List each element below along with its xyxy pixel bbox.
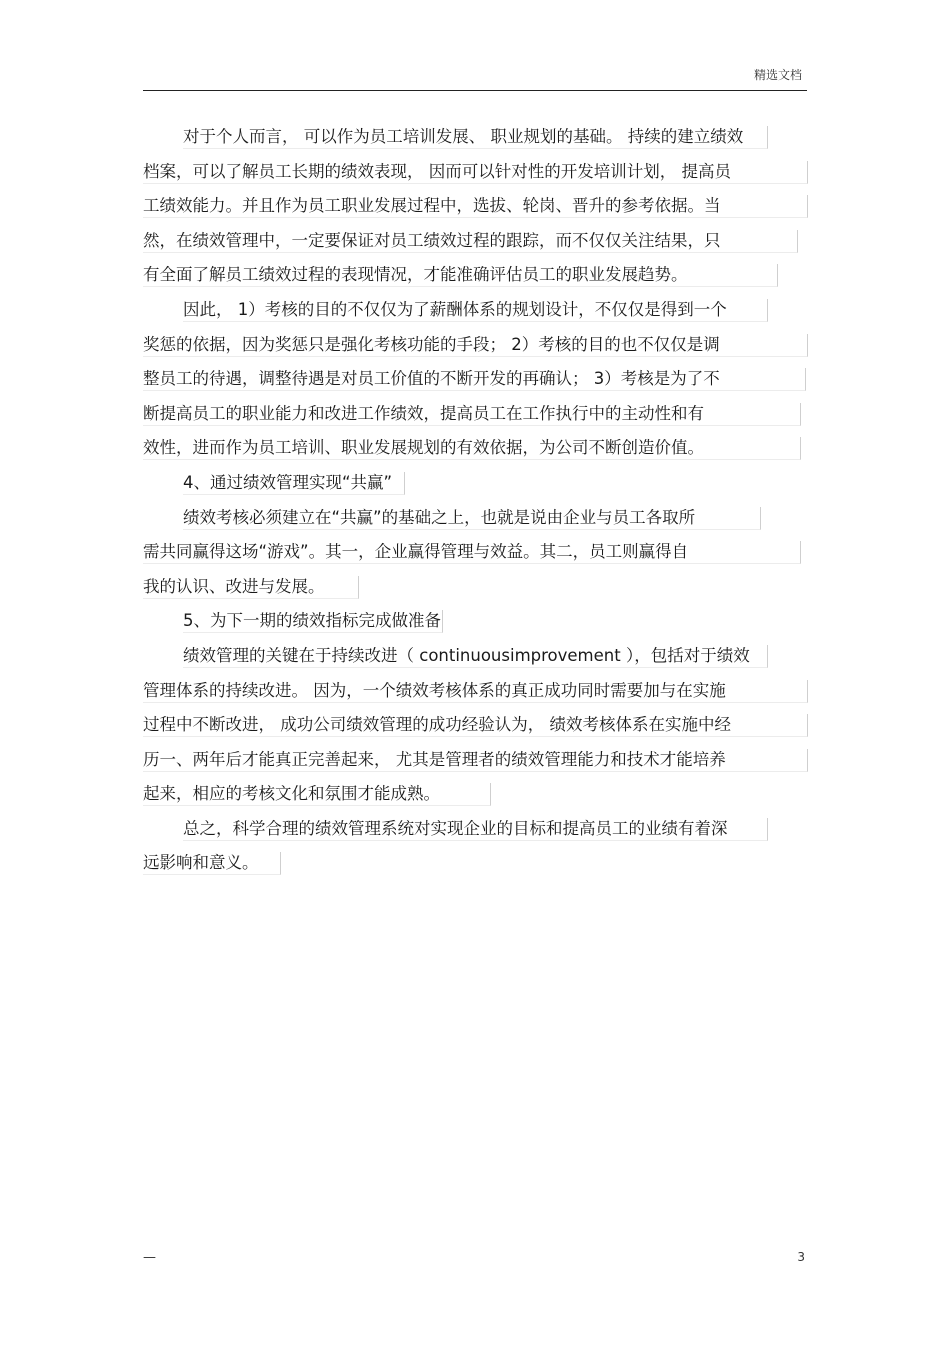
text-line — [143, 397, 807, 432]
text-line — [143, 293, 807, 328]
text-line — [143, 846, 807, 881]
text-line-content: 需共同赢得这场“游戏”。其一，企业赢得管理与效益。其二，员工则赢得自 — [143, 541, 801, 564]
text-line-content: 远影响和意义。 — [143, 852, 281, 875]
text-line-content: 5、为下一期的绩效指标完成做准备 — [183, 610, 443, 633]
document-body — [143, 120, 807, 881]
text-line — [143, 535, 807, 570]
text-line — [143, 570, 807, 605]
text-line — [143, 328, 807, 363]
text-line-content: 绩效管理的关键在于持续改进（ continuousimprovement ），包括对于绩效 — [183, 645, 768, 668]
text-line-content: 效性，进而作为员工培训、职业发展规划的有效依据，为公司不断创造价值。 — [143, 437, 801, 460]
text-line — [143, 258, 807, 293]
text-line-content: 管理体系的持续改进。 因为，一个绩效考核体系的真正成功同时需要加与在实施 — [143, 680, 808, 703]
text-line-content: 起来，相应的考核文化和氛围才能成熟。 — [143, 783, 491, 806]
footer-dash: — — [143, 1250, 156, 1265]
text-line-content: 断提高员工的职业能力和改进工作绩效，提高员工在工作执行中的主动性和有 — [143, 403, 801, 426]
text-line-content: 奖惩的依据，因为奖惩只是强化考核功能的手段； 2）考核的目的也不仅仅是调 — [143, 334, 808, 357]
text-line — [143, 431, 807, 466]
text-line-content: 绩效考核必须建立在“共赢”的基础之上，也就是说由企业与员工各取所 — [183, 507, 761, 530]
text-line — [143, 155, 807, 190]
text-line — [143, 501, 807, 536]
text-line-content: 我的认识、改进与发展。 — [143, 576, 359, 599]
text-line — [143, 743, 807, 778]
text-line — [143, 708, 807, 743]
text-line-content: 过程中不断改进， 成功公司绩效管理的成功经验认为， 绩效考核体系在实施中经 — [143, 714, 808, 737]
text-line — [143, 812, 807, 847]
text-line — [143, 120, 807, 155]
text-line-content: 档案，可以了解员工长期的绩效表现， 因而可以针对性的开发培训计划， 提高员 — [143, 161, 808, 184]
text-line-content: 然，在绩效管理中，一定要保证对员工绩效过程的跟踪，而不仅仅关注结果，只 — [143, 230, 798, 253]
text-line — [143, 604, 807, 639]
text-line-content: 总之，科学合理的绩效管理系统对实现企业的目标和提高员工的业绩有着深 — [183, 818, 768, 841]
text-line-content: 有全面了解员工绩效过程的表现情况，才能准确评估员工的职业发展趋势。 — [143, 264, 778, 287]
text-line-content: 整员工的待遇，调整待遇是对员工价值的不断开发的再确认； 3）考核是为了不 — [143, 368, 806, 391]
text-line — [143, 777, 807, 812]
text-line — [143, 189, 807, 224]
header-divider — [143, 90, 807, 91]
header-label: 精选文档 — [753, 68, 802, 82]
text-line-content: 对于个人而言， 可以作为员工培训发展、 职业规划的基础。 持续的建立绩效 — [183, 126, 768, 149]
text-line — [143, 674, 807, 709]
text-line — [143, 224, 807, 259]
text-line-content: 工绩效能力。并且作为员工职业发展过程中，选拔、轮岗、晋升的参考依据。当 — [143, 195, 808, 218]
page-number: 3 — [797, 1250, 805, 1264]
text-line-content: 历一、两年后才能真正完善起来， 尤其是管理者的绩效管理能力和技术才能培养 — [143, 749, 808, 772]
text-line-content: 因此， 1）考核的目的不仅仅为了薪酬体系的规划设计，不仅仅是得到一个 — [183, 299, 768, 322]
text-line-content: 4、通过绩效管理实现“共赢” — [183, 472, 405, 495]
text-line — [143, 639, 807, 674]
text-line — [143, 466, 807, 501]
text-line — [143, 362, 807, 397]
